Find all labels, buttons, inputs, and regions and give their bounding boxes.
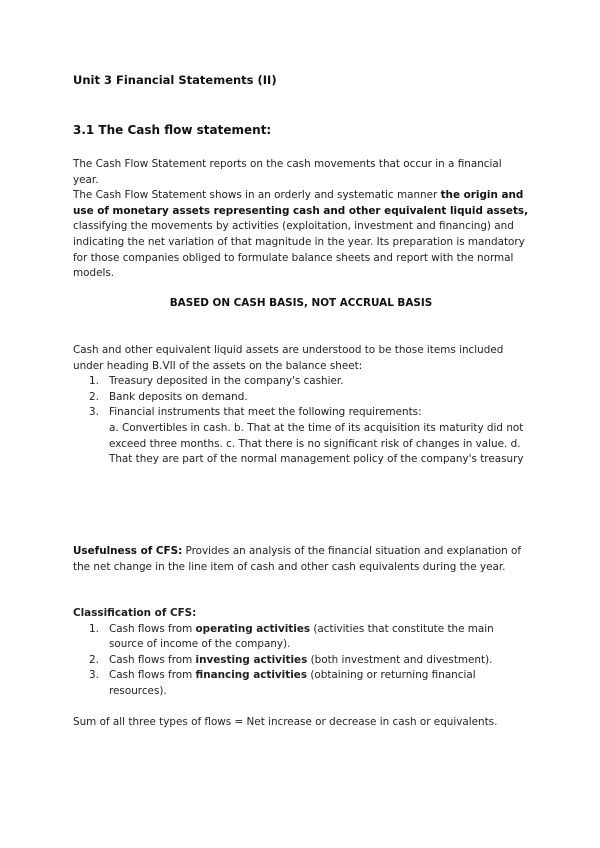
intro-text-c: classifying the movements by activities (exploitation, investment and financing) and indicating the net variation of that magnitude in the year. Its preparation is mandatory for those companies obliged to formulate balance sheets and report with the normal models. (73, 220, 525, 280)
requirement-item: b. That at the time of its acquisition its maturity did not exceed three months. (109, 421, 524, 450)
list-text: Financial instruments that meet the following requirements: (109, 406, 422, 419)
list-item (73, 653, 529, 669)
basis-heading: BASED ON CASH BASIS, NOT ACCRUAL BASIS (169, 297, 433, 309)
list-text-pre: Cash flows from (109, 653, 196, 666)
requirement-item: c. That there is no significant risk of changes in value. (226, 437, 508, 450)
list-text-post: (both investment and divestment). (307, 653, 493, 666)
intro-line-2 (73, 188, 529, 282)
list-text-pre: Cash flows from (109, 669, 196, 682)
list-item (73, 374, 529, 390)
list-number: 1. (89, 375, 99, 388)
requirements-list (109, 421, 529, 468)
usefulness-label: Usefulness of CFS: (73, 545, 183, 557)
list-number: 3. (89, 406, 99, 419)
list-item (73, 390, 529, 406)
cash-definition: Cash and other equivalent liquid assets are understood to be those items included under heading B.VII of the assets on the balance sheet: (73, 344, 504, 372)
section-title: 3.1 The Cash flow statement: (73, 123, 272, 137)
usefulness-text: Provides an analysis of the financial situation and explanation of the net change in the line item of cash and other cash equivalents during the year. (73, 545, 522, 573)
list-text-pre: Cash flows from (109, 622, 196, 635)
list-text-bold: operating activities (195, 622, 311, 635)
list-text-bold: investing activities (195, 653, 308, 666)
unit-title: Unit 3 Financial Statements (II) (73, 73, 277, 87)
list-number: 1. (89, 622, 99, 635)
list-item (73, 668, 529, 699)
classification-label: Classification of CFS: (73, 607, 197, 619)
cash-definition-block (73, 343, 529, 468)
list-number: 2. (89, 390, 99, 403)
list-text: Treasury deposited in the company's cashier. (109, 375, 344, 388)
list-text-post: (activities that constitute the main source of income of the company). (109, 622, 494, 651)
list-text-post: (obtaining or returning financial resources). (109, 669, 476, 697)
usefulness-paragraph (73, 544, 529, 575)
intro-text-a: The Cash Flow Statement shows in an orderly and systematic manner (73, 189, 441, 202)
requirement-item: a. Convertibles in cash. (109, 421, 231, 434)
list-number: 3. (89, 669, 99, 682)
requirement-item: d. That they are part of the normal management policy of the company's treasury (109, 437, 524, 466)
intro-text-bold: the origin and use of monetary assets representing cash and other equivalent liquid assets, (73, 189, 529, 217)
sum-paragraph: Sum of all three types of flows = Net increase or decrease in cash or equivalents. (73, 716, 498, 728)
intro-line-1: The Cash Flow Statement reports on the cash movements that occur in a financial year. (73, 158, 502, 186)
classification-block (73, 606, 529, 700)
intro-paragraph (73, 157, 529, 282)
list-number: 2. (89, 653, 99, 666)
list-text-bold: financing activities (195, 669, 308, 682)
list-item (73, 622, 529, 653)
list-text: Bank deposits on demand. (109, 390, 248, 403)
list-item (73, 405, 529, 467)
